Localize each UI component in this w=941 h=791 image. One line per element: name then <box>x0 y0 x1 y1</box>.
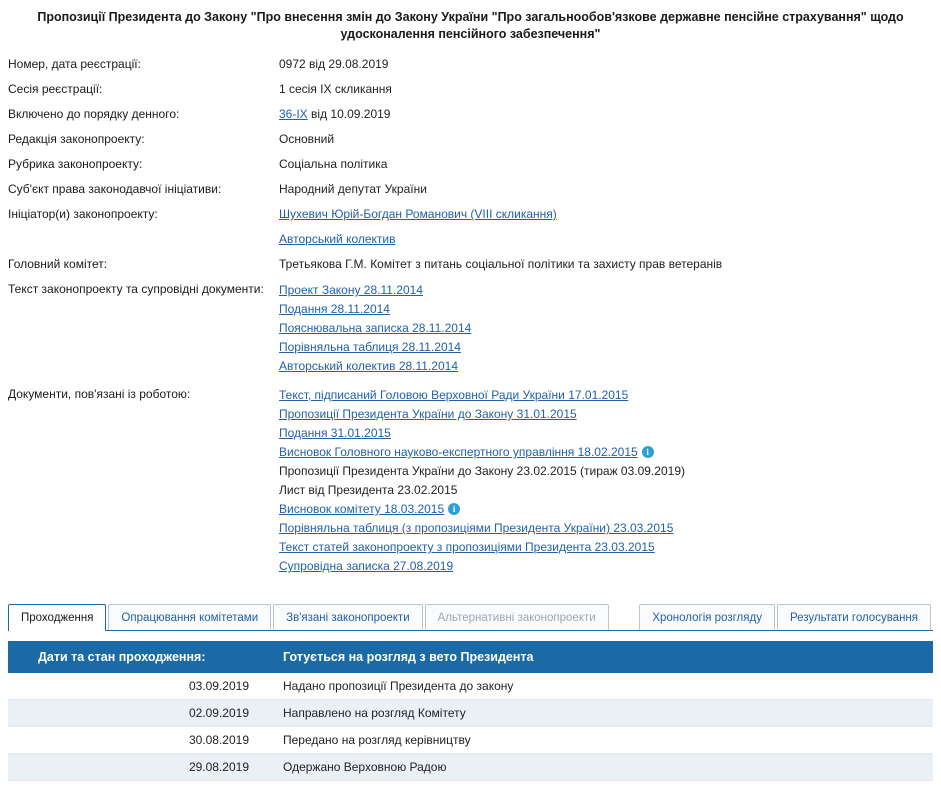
row-event: Надано пропозиції Президента до закону <box>273 673 933 700</box>
related-document-link[interactable]: Порівняльна таблиця (з пропозиціями Президента України) 23.03.2015 <box>279 521 674 535</box>
info-row-texts <box>8 282 722 387</box>
info-value: 0972 від 29.08.2019 <box>279 57 389 71</box>
related-document-link[interactable]: Пропозиції Президента України до Закону 31.01.2015 <box>279 407 577 421</box>
related-document-link[interactable]: Супровідна записка 27.08.2019 <box>279 559 454 573</box>
column-header-dates: Дати та стан проходження: <box>8 641 273 673</box>
table-row <box>8 700 933 727</box>
tab-alternatyvni-zakonoproekty: Альтернативні законопроекти <box>425 604 609 630</box>
info-label: Номер, дата реєстрації: <box>8 57 141 71</box>
agenda-date: від 10.09.2019 <box>311 107 391 121</box>
info-label: Включено до порядку денного: <box>8 107 180 121</box>
column-header-status: Готується на розгляд з вето Президента <box>273 641 933 673</box>
related-document-text: Лист від Президента 23.02.2015 <box>279 483 458 497</box>
info-row-related <box>8 387 722 587</box>
info-value <box>279 107 722 132</box>
row-date: 29.08.2019 <box>8 754 273 781</box>
related-documents-list <box>279 387 722 587</box>
related-document-link[interactable]: Висновок Головного науково-експертного управління 18.02.2015 <box>279 445 638 459</box>
agenda-link[interactable]: 36-IX <box>279 107 308 121</box>
info-label: Головний комітет: <box>8 257 108 271</box>
related-document-link[interactable]: Текст статей законопроекту з пропозиціями Президента 23.03.2015 <box>279 540 655 554</box>
info-value: Соціальна політика <box>279 157 388 171</box>
page-title: Пропозиції Президента до Закону "Про внесення змін до Закону України "Про загальнообов'язкове державне пенсійне страхування" щодо удосконалення пенсійного забезпечення" <box>37 10 904 41</box>
row-event: Направлено на розгляд Комітету <box>273 700 933 727</box>
table-row <box>8 673 933 700</box>
passage-table <box>8 641 933 781</box>
bill-documents-list <box>279 282 722 387</box>
table-row <box>8 754 933 781</box>
info-row-rubric <box>8 157 722 182</box>
info-value <box>279 207 722 257</box>
tabs-section <box>8 602 933 781</box>
row-date: 03.09.2019 <box>8 673 273 700</box>
related-document-link[interactable]: Висновок комітету 18.03.2015 <box>279 502 445 516</box>
tab-prohodzhennia[interactable]: Проходження <box>8 604 106 631</box>
tab-bar <box>8 602 933 631</box>
info-row-session <box>8 82 722 107</box>
tab-zviazani-zakonoproekty[interactable]: Зв'язані законопроекти <box>273 604 423 630</box>
document-link[interactable]: Пояснювальна записка 28.11.2014 <box>279 321 472 335</box>
table-header-row <box>8 641 933 673</box>
related-document-link[interactable]: Текст, підписаний Головою Верховної Ради України 17.01.2015 <box>279 388 629 402</box>
tab-opratsiuvannia-komitetamy[interactable]: Опрацювання комітетами <box>108 604 271 630</box>
related-document-text: Пропозиції Президента України до Закону 23.02.2015 (тираж 03.09.2019) <box>279 464 685 478</box>
info-row-subject <box>8 182 722 207</box>
info-icon[interactable]: i <box>642 446 654 458</box>
info-label: Документи, пов'язані із роботою: <box>8 387 191 401</box>
tab-rezultaty-holosuvannia[interactable]: Результати голосування <box>777 604 931 630</box>
row-event: Одержано Верховною Радою <box>273 754 933 781</box>
initiator-link[interactable]: Шухевич Юрій-Богдан Романович (VIII скликання) <box>279 207 557 221</box>
tab-khronolohiia-rozghliadu[interactable]: Хронологія розгляду <box>639 604 775 630</box>
info-value: 1 сесія IX скликання <box>279 82 392 96</box>
info-row-edition <box>8 132 722 157</box>
table-row <box>8 727 933 754</box>
info-value: Основний <box>279 132 335 146</box>
info-label: Ініціатор(и) законопроекту: <box>8 207 158 221</box>
related-document-link[interactable]: Подання 31.01.2015 <box>279 426 391 440</box>
row-date: 30.08.2019 <box>8 727 273 754</box>
info-icon[interactable]: i <box>448 503 460 515</box>
info-label: Текст законопроекту та супровідні документи: <box>8 282 264 296</box>
info-row-number <box>8 57 722 82</box>
info-label: Сесія реєстрації: <box>8 82 103 96</box>
document-link[interactable]: Авторський колектив 28.11.2014 <box>279 359 458 373</box>
info-row-committee <box>8 257 722 282</box>
info-value: Народний депутат України <box>279 182 427 196</box>
document-link[interactable]: Порівняльна таблиця 28.11.2014 <box>279 340 461 354</box>
info-row-agenda <box>8 107 722 132</box>
info-label: Редакція законопроекту: <box>8 132 145 146</box>
info-label: Суб'єкт права законодавчої ініціативи: <box>8 182 222 196</box>
row-date: 02.09.2019 <box>8 700 273 727</box>
row-event: Передано на розгляд керівництву <box>273 727 933 754</box>
bill-info-table <box>8 57 722 587</box>
document-link[interactable]: Подання 28.11.2014 <box>279 302 390 316</box>
info-label: Рубрика законопроекту: <box>8 157 143 171</box>
document-link[interactable]: Проект Закону 28.11.2014 <box>279 283 423 297</box>
info-row-initiators <box>8 207 722 257</box>
info-value: Третьякова Г.М. Комітет з питань соціальної політики та захисту прав ветеранів <box>279 257 723 271</box>
author-collective-link[interactable]: Авторський колектив <box>279 232 396 246</box>
